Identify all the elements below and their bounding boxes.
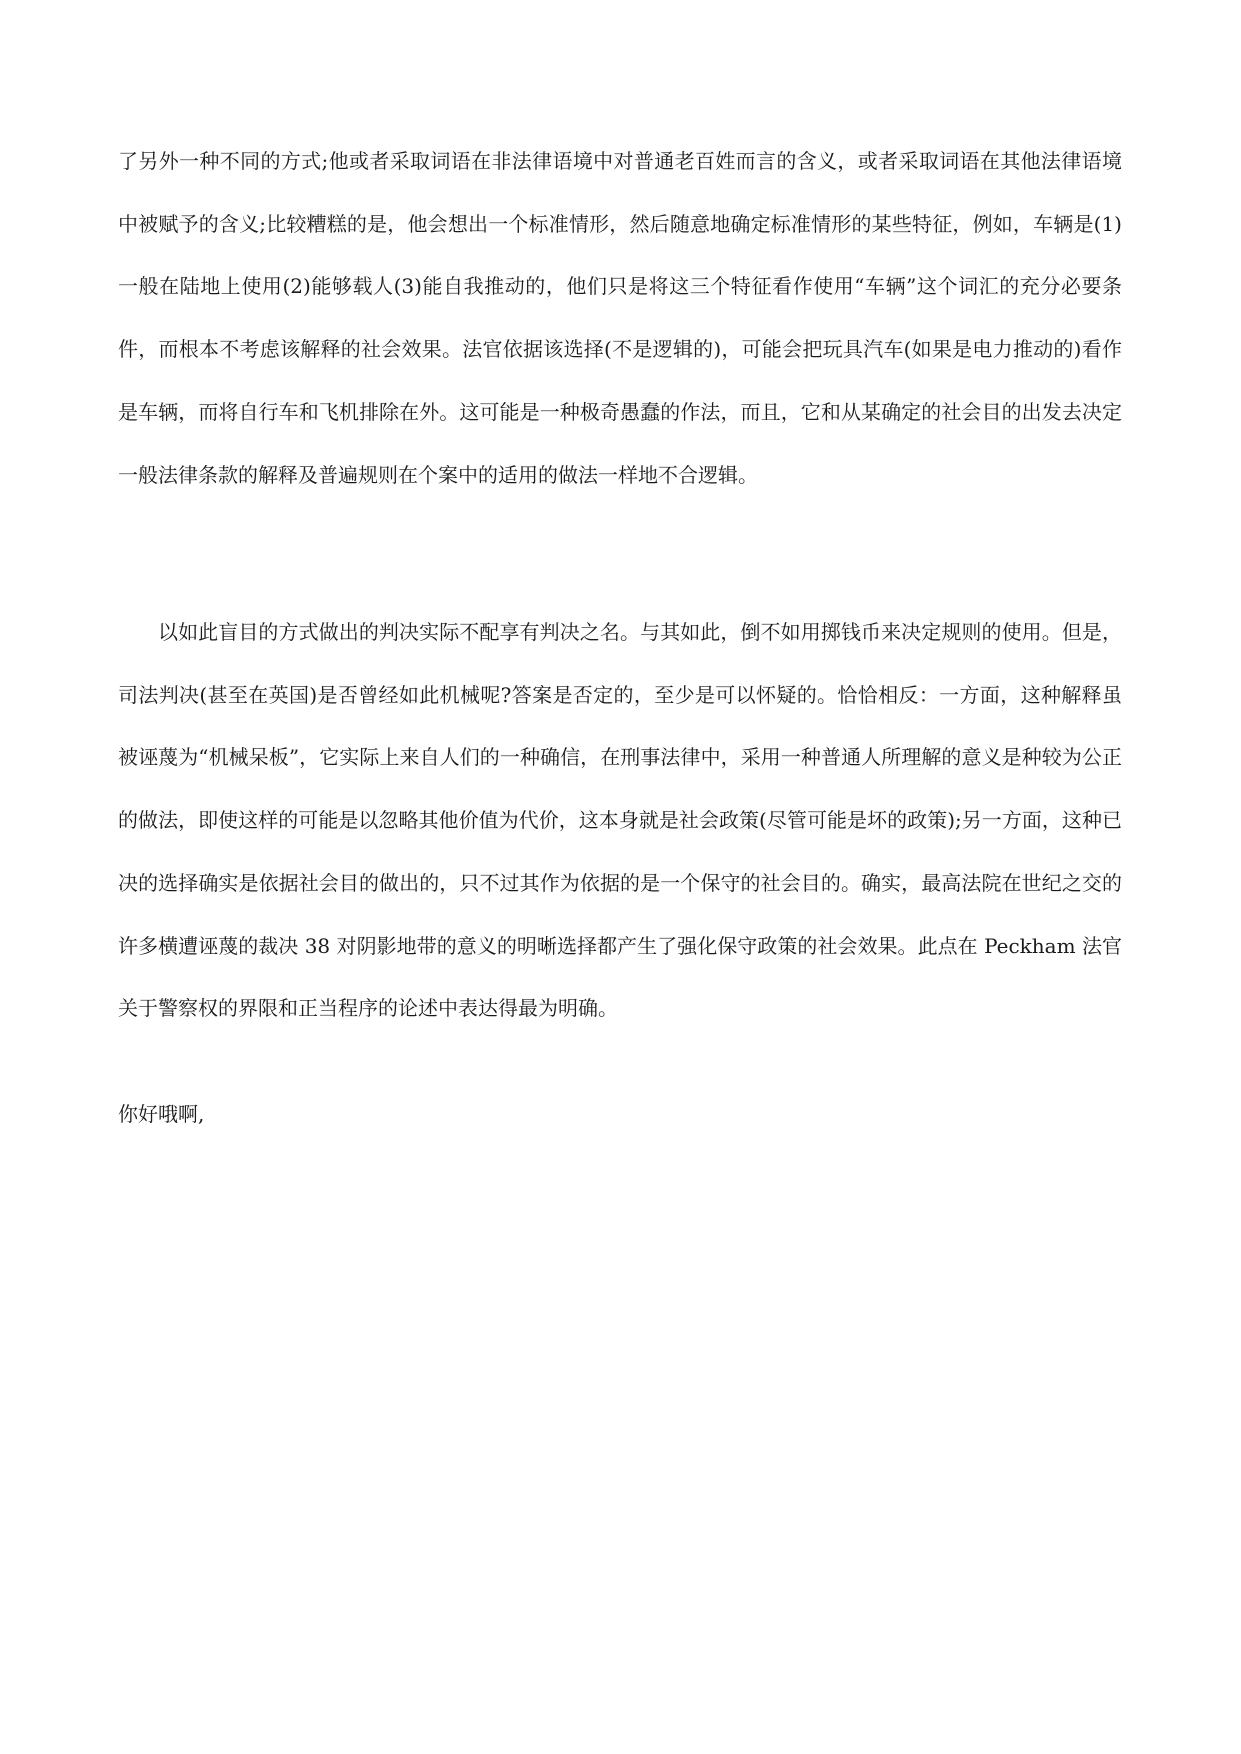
paragraph-closing: 你好哦啊,: [118, 1102, 205, 1126]
paragraph-judgment: 以如此盲目的方式做出的判决实际不配享有判决之名。与其如此，倒不如用掷钱币来决定规则的使用。但是，司法判决(甚至在英国)是否曾经如此机械呢?答案是否定的，至少是可以怀疑的。恰恰相反：一方面，这种解释虽被诬蔑为“机械呆板”，它实际上来自人们的一种确信，在刑事法律中，采用一种普通人所理解的意义是种较为公正的做法，即使这样的可能是以忽略其他价值为代价，这本身就是社会政策(尽管可能是坏的政策);另一方面，这种已决的选择确实是依据社会目的做出的，只不过其作为依据的是一个保守的社会目的。确实，最高法院在世纪之交的许多横遭诬蔑的裁决 38 对阴影地带的意义的明晰选择都产生了强化保守政策的社会效果。此点在 Peckham 法官关于警察权的界限和正当程序的论述中表达得最为明确。: [118, 620, 1122, 1021]
paragraph-continued: 了另外一种不同的方式;他或者采取词语在非法律语境中对普通老百姓而言的含义，或者采取词语在其他法律语境中被赋予的含义;比较糟糕的是，他会想出一个标准情形，然后随意地确定标准情形的某些特征，例如，车辆是(1)一般在陆地上使用(2)能够载人(3)能自我推动的，他们只是将这三个特征看作使用“车辆”这个词汇的充分必要条件，而根本不考虑该解释的社会效果。法官依据该选择(不是逻辑的)，可能会把玩具汽车(如果是电力推动的)看作是车辆，而将自行车和飞机排除在外。这可能是一种极奇愚蠢的作法，而且，它和从某确定的社会目的出发去决定一般法律条款的解释及普遍规则在个案中的适用的做法一样地不合逻辑。: [118, 149, 1122, 487]
